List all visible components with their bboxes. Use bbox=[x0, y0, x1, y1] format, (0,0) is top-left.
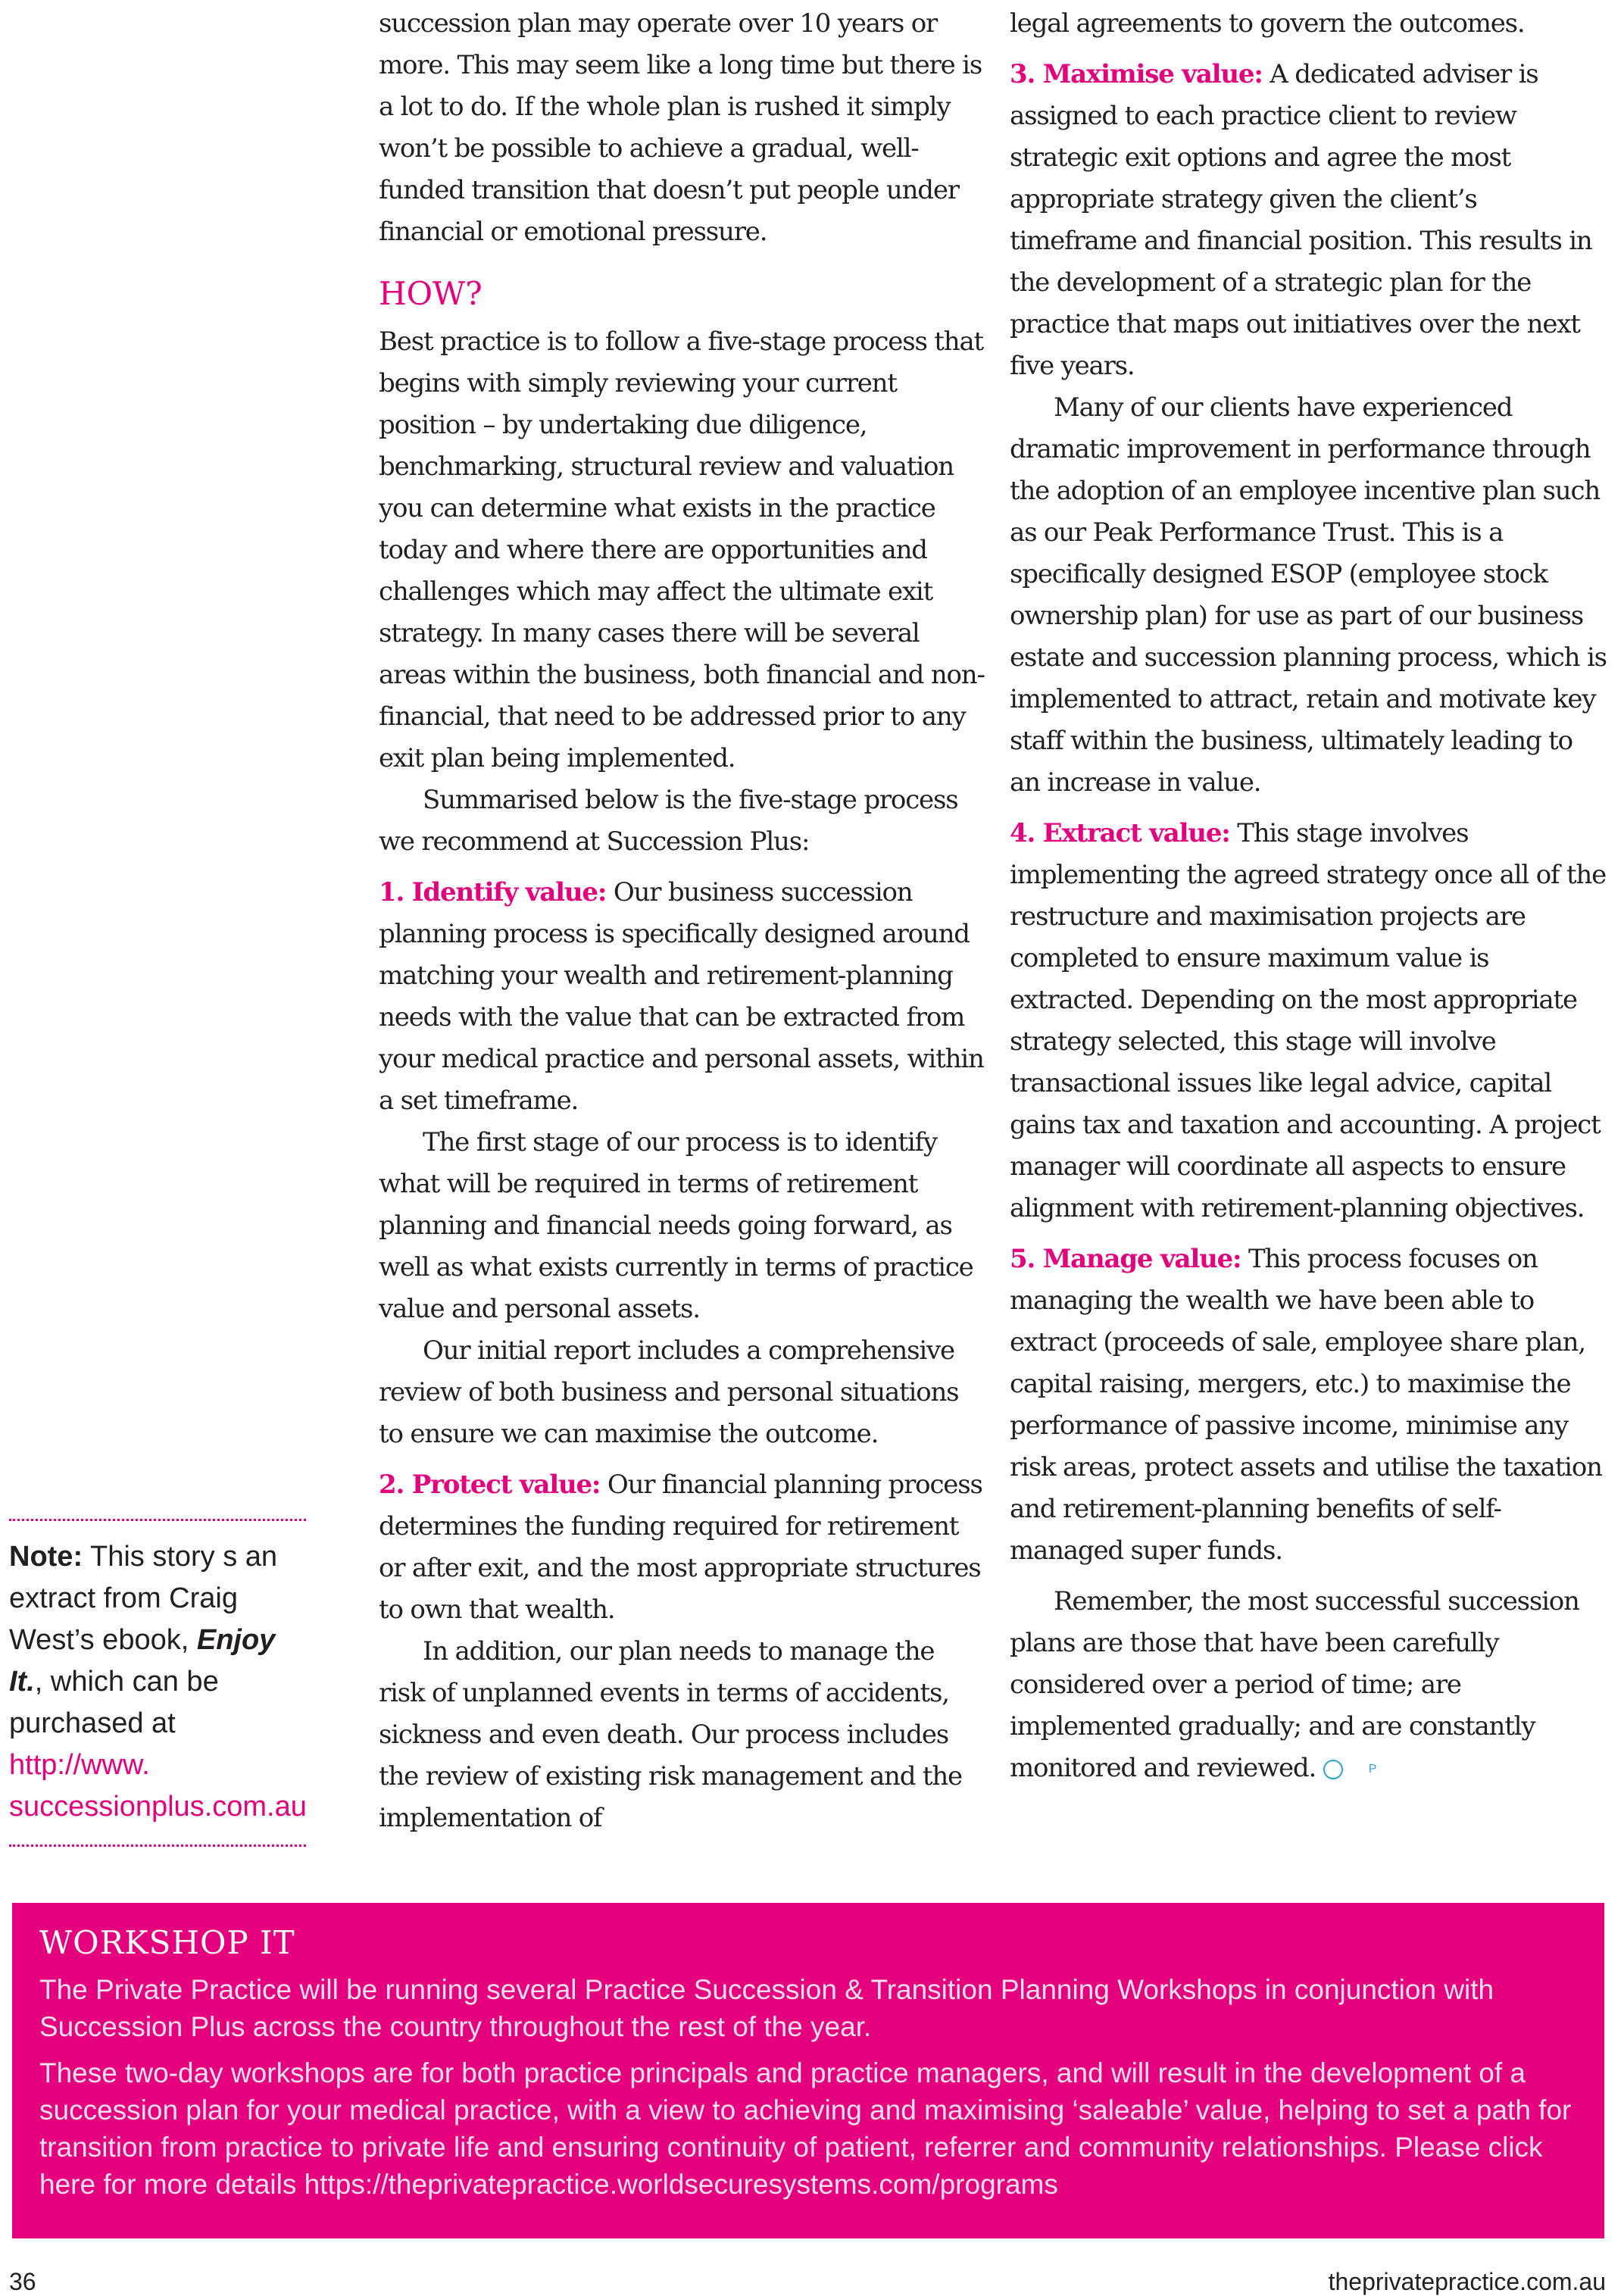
closing-paragraph bbox=[1010, 1581, 1608, 1789]
sidebar-note bbox=[9, 1519, 306, 1847]
article-column-1 bbox=[379, 3, 985, 1848]
workshop-title: WORKSHOP IT bbox=[39, 1924, 295, 1961]
paragraph: Best practice is to follow a five-stage process that begins with simply reviewing your current position – by undertaking due diligence, benchmarking, structural review and valuation you can determine what exists in the practice today and where there are opportunities and challenges which may affect the ultimate exit strategy. In many cases there will be several areas within the business, both financial and non-financial, that need to be addressed prior to any exit plan being implemented. bbox=[379, 326, 985, 773]
article-column-2 bbox=[1010, 3, 1608, 1798]
stage-4-paragraph bbox=[1010, 813, 1608, 1229]
book-title: Enjoy It. bbox=[9, 1624, 276, 1698]
stage-3-text: A dedicated adviser is assigned to each practice client to review strategic exit options and agree the most appropriate strategy given the client’s timeframe and financial position. This results in the development of a strategic plan for the practice that maps out initiatives over the next five years. bbox=[1010, 59, 1592, 381]
note-text: , which can be purchased at bbox=[9, 1666, 219, 1739]
paragraph: Summarised below is the five-stage process we recommend at Succession Plus: bbox=[379, 785, 958, 857]
paragraph: Many of our clients have experienced dramatic improvement in performance through the adoption of an employee incentive plan such as our Peak Performance Trust. This is a specifically designed ESOP (employee stock ownership plan) for use as part of our business estate and succession planning process, which is implemented to attract, retain and motivate key staff within the business, ultimately leading to an increase in value. bbox=[1010, 392, 1607, 798]
section-heading-how: HOW? bbox=[379, 275, 483, 312]
paragraph: Our initial report includes a comprehensive review of both business and personal situations to ensure we can maximise the outcome. bbox=[379, 1335, 959, 1449]
note-text: This story s an extract from Craig West’s ebook, bbox=[9, 1541, 278, 1656]
paragraph: In addition, our plan needs to manage the risk of unplanned events in terms of accidents, sickness and even death. Our process includes the review of existing risk management and the implementation of bbox=[379, 1636, 962, 1833]
note-label: Note: bbox=[9, 1541, 83, 1573]
stage-3-label: 3. Maximise value: bbox=[1010, 59, 1263, 89]
stage-4-label: 4. Extract value: bbox=[1010, 818, 1230, 848]
footer-site-url[interactable]: theprivatepractice.com.au bbox=[1328, 2268, 1606, 2295]
continued-paragraph: legal agreements to govern the outcomes. bbox=[1010, 8, 1525, 39]
note-link[interactable]: http://www. successionplus.com.au bbox=[9, 1749, 307, 1823]
stage-1-text: Our business succession planning process is specifically designed around matching your wealth and retirement-planning needs with the value that can be extracted from your medical practice and personal assets, within a set timeframe. bbox=[379, 877, 984, 1116]
paragraph: The first stage of our process is to identify what will be required in terms of retirement planning and financial needs going forward, as well as what exists currently in terms of practice value and personal assets. bbox=[379, 1127, 973, 1324]
stage-2-paragraph bbox=[379, 1464, 985, 1631]
end-of-article-icon: P bbox=[1323, 1760, 1343, 1779]
workshop-paragraph: The Private Practice will be running several Practice Succession & Transition Planning Workshops in conjunction with Succession Plus across the country throughout the rest of the year. bbox=[39, 1974, 1494, 2042]
stage-1-paragraph bbox=[379, 872, 985, 1122]
stage-2-text: Our financial planning process determines the funding required for retirement or after exit, and the most appropriate structures to own that wealth. bbox=[379, 1470, 982, 1625]
workshop-box bbox=[12, 1903, 1604, 2238]
stage-5-paragraph bbox=[1010, 1239, 1608, 1572]
intro-paragraph: succession plan may operate over 10 years or more. This may seem like a long time but there is a lot to do. If the whole plan is rushed it simply won’t be possible to achieve a gradual, well-funded transition that doesn’t put people under financial or emotional pressure. bbox=[379, 8, 982, 247]
closing-text: Remember, the most successful succession plans are those that have been carefully considered over a period of time; are implemented gradually; and are constantly monitored and reviewed. bbox=[1010, 1586, 1579, 1783]
page-number: 36 bbox=[9, 2268, 36, 2295]
workshop-paragraph[interactable]: These two-day workshops are for both practice principals and practice managers, and will result in the development of a succession plan for your medical practice, with a view to achieving and maximising ‘saleable’ value, helping to set a path for transition from practice to private life and ensuring continuity of patient, referrer and community relationships. Please click here for more details https://theprivatepractice.worldsecuresystems.com/programs bbox=[39, 2057, 1572, 2200]
stage-4-text: This stage involves implementing the agreed strategy once all of the restructure and maximisation projects are completed to ensure maximum value is extracted. Depending on the most appropriate strategy selected, this stage will involve transactional issues like legal advice, capital gains tax and taxation and accounting. A project manager will coordinate all aspects to ensure alignment with retirement-planning objectives. bbox=[1010, 818, 1607, 1223]
stage-3-paragraph bbox=[1010, 54, 1608, 387]
stage-2-label: 2. Protect value: bbox=[379, 1470, 601, 1500]
stage-1-label: 1. Identify value: bbox=[379, 877, 607, 907]
stage-5-label: 5. Manage value: bbox=[1010, 1244, 1241, 1274]
stage-5-text: This process focuses on managing the wealth we have been able to extract (proceeds of sale, employee share plan, capital raising, mergers, etc.) to maximise the performance of passive income, minimise any risk areas, protect assets and utilise the taxation and retirement-planning benefits of self-managed super funds. bbox=[1010, 1244, 1602, 1566]
